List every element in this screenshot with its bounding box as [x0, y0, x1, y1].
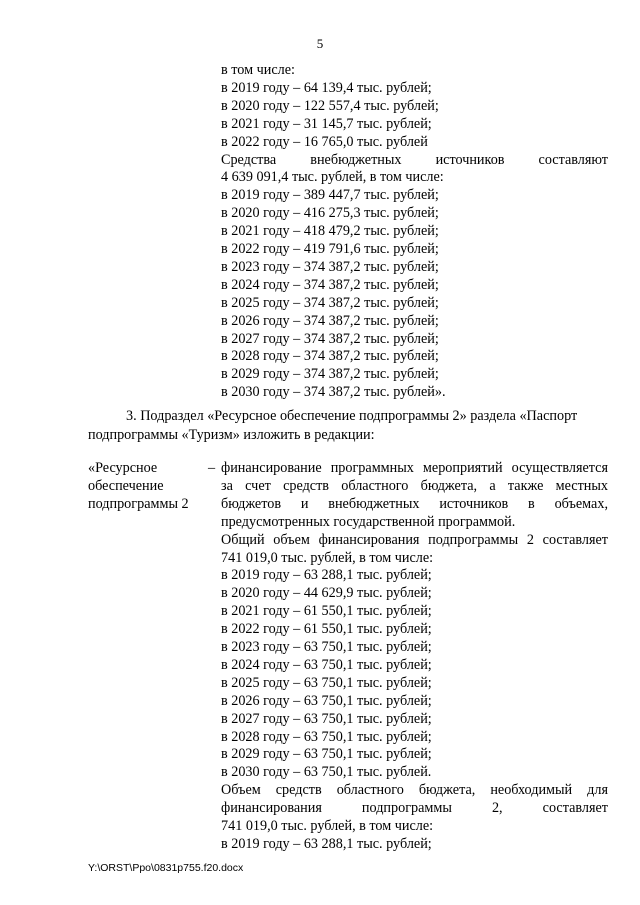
funding-line: в 2024 году – 63 750,1 тыс. рублей;	[221, 656, 432, 673]
funding-line: в 2019 году – 389 447,7 тыс. рублей;	[221, 187, 439, 204]
financing-text-line: за счет средств областного бюджета, а также местных	[221, 477, 608, 494]
funding-line: в 2028 году – 63 750,1 тыс. рублей;	[221, 728, 432, 745]
label-line: «Ресурсное	[88, 460, 158, 476]
label-dash: –	[208, 460, 216, 476]
label-line: подпрограммы 2	[88, 496, 189, 512]
funding-line: в 2019 году – 63 288,1 тыс. рублей;	[221, 835, 432, 852]
extrabudget-heading: Средства внебюджетных источников составляют	[221, 151, 608, 168]
funding-line: в 2025 году – 374 387,2 тыс. рублей;	[221, 294, 439, 311]
funding-line: в 2027 году – 63 750,1 тыс. рублей;	[221, 710, 432, 727]
funding-line: в 2022 году – 16 765,0 тыс. рублей	[221, 133, 428, 150]
funding-line: в 2030 году – 374 387,2 тыс. рублей».	[221, 384, 446, 401]
funding-line: в 2020 году – 416 275,3 тыс. рублей;	[221, 205, 439, 222]
funding-line: 4 639 091,4 тыс. рублей, в том числе:	[221, 169, 444, 186]
section3-line2: подпрограммы «Туризм» изложить в редакции:	[88, 427, 375, 443]
financing-text-line: предусмотренных государственной программой.	[221, 513, 516, 530]
total-funding-heading: Общий объем финансирования подпрограммы 2 составляет	[221, 531, 608, 548]
funding-line: в 2026 году – 63 750,1 тыс. рублей;	[221, 692, 432, 709]
funding-line: в 2026 году – 374 387,2 тыс. рублей;	[221, 312, 439, 329]
funding-line: 741 019,0 тыс. рублей, в том числе:	[221, 549, 434, 566]
funding-line: в том числе:	[221, 62, 295, 78]
section3-line1: 3. Подраздел «Ресурсное обеспечение подпрограммы 2» раздела «Паспорт	[126, 408, 578, 424]
funding-line: в 2030 году – 63 750,1 тыс. рублей.	[221, 764, 432, 781]
funding-line: в 2022 году – 61 550,1 тыс. рублей;	[221, 621, 432, 638]
funding-line: в 2020 году – 122 557,4 тыс. рублей;	[221, 97, 439, 114]
funding-line: в 2023 году – 374 387,2 тыс. рублей;	[221, 258, 439, 275]
regional-budget-heading-2: финансирования подпрограммы 2, составляет	[221, 800, 608, 817]
funding-line: в 2019 году – 64 139,4 тыс. рублей;	[221, 79, 432, 96]
label-line: обеспечение	[88, 478, 164, 494]
funding-line: в 2020 году – 44 629,9 тыс. рублей;	[221, 585, 432, 602]
funding-line: в 2021 году – 61 550,1 тыс. рублей;	[221, 603, 432, 620]
funding-line: в 2029 году – 63 750,1 тыс. рублей;	[221, 746, 432, 763]
funding-line: в 2021 году – 418 479,2 тыс. рублей;	[221, 223, 439, 240]
funding-line: в 2023 году – 63 750,1 тыс. рублей;	[221, 639, 432, 655]
funding-line: в 2022 году – 419 791,6 тыс. рублей;	[221, 241, 439, 257]
funding-line: в 2029 году – 374 387,2 тыс. рублей;	[221, 366, 439, 383]
funding-line: в 2021 году – 31 145,7 тыс. рублей;	[221, 115, 432, 132]
regional-budget-heading: Объем средств областного бюджета, необходимый для	[221, 782, 608, 799]
financing-text-line: бюджетов и внебюджетных источников в объемах,	[221, 495, 608, 512]
funding-line: в 2024 году – 374 387,2 тыс. рублей;	[221, 276, 439, 293]
funding-line: 741 019,0 тыс. рублей, в том числе:	[221, 818, 434, 834]
file-path-footer: Y:\ORST\Ppo\0831p755.f20.docx	[88, 862, 244, 874]
funding-line: в 2025 году – 63 750,1 тыс. рублей;	[221, 674, 432, 691]
funding-line: в 2028 году – 374 387,2 тыс. рублей;	[221, 348, 439, 365]
financing-text-line: финансирование программных мероприятий осуществляется	[221, 460, 608, 476]
page-number: 5	[316, 36, 324, 51]
funding-line: в 2027 году – 374 387,2 тыс. рублей;	[221, 330, 439, 347]
funding-line: в 2019 году – 63 288,1 тыс. рублей;	[221, 567, 432, 584]
